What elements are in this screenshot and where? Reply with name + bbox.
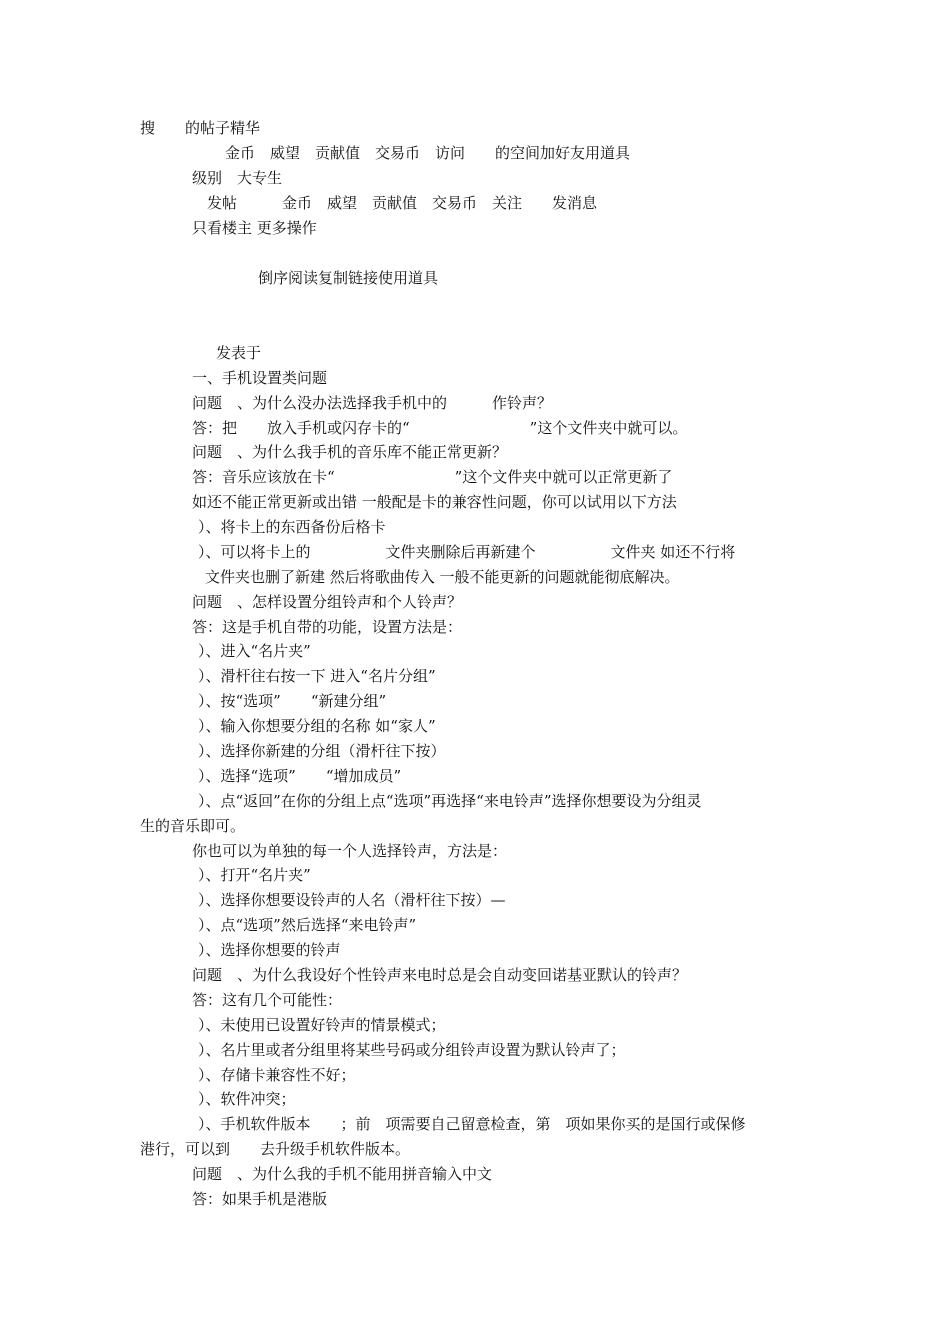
thread-tools-row: 倒序阅读复制链接使用道具 — [258, 269, 439, 287]
thread-options-row: 只看楼主 更多操作 — [192, 219, 317, 237]
answer-5: 答：如果手机是港版 — [192, 1190, 328, 1208]
answer-4-reason-5: ）、手机软件版本 ；前 项需要自己留意检查，第 项如果你买的是国行或保修 — [198, 1115, 746, 1133]
answer-3-step-7-cont: 生的音乐即可。 — [140, 817, 246, 835]
answer-2: 答：音乐应该放在卡“ ”这个文件夹中就可以正常更新了 — [192, 468, 673, 486]
question-5: 问题 、为什么我的手机不能用拼音输入中文 — [192, 1165, 493, 1183]
answer-2-note: 如还不能正常更新或出错 一般配是卡的兼容性问题，你可以试用以下方法 — [192, 493, 677, 511]
question-2: 问题 、为什么我手机的音乐库不能正常更新？ — [192, 443, 508, 461]
answer-3: 答：这是手机自带的功能，设置方法是： — [192, 618, 463, 636]
question-3: 问题 、怎样设置分组铃声和个人铃声？ — [192, 593, 463, 611]
forum-search-title: 搜 的帖子精华 — [140, 119, 261, 137]
answer-3-step-4: ）、输入你想要分组的名称 如“家人” — [198, 717, 436, 735]
answer-3-alt-step-1: ）、打开“名片夹” — [198, 866, 311, 884]
answer-2-step-2-cont: 文件夹也删了新建 然后将歌曲传入 一般不能更新的问题就能彻底解决。 — [205, 568, 680, 586]
posted-at-label: 发表于 — [216, 344, 262, 362]
answer-3-step-7: ）、点“返回”在你的分组上点“选项”再选择“来电铃声”选择你想要设为分组灵 — [198, 792, 702, 810]
user-level-row: 级别 大专生 — [192, 169, 283, 187]
answer-3-step-2: ）、滑杆往右按一下 进入“名片分组” — [198, 667, 436, 685]
answer-3-alt-step-2: ）、选择你想要设铃声的人名（滑杆往下按）— — [198, 891, 506, 909]
answer-3-alt-step-4: ）、选择你想要的铃声 — [198, 941, 341, 959]
user-stats-row: 金币 威望 贡献值 交易币 访问 的空间加好友用道具 — [225, 144, 631, 162]
post-stats-row: 发帖 金币 威望 贡献值 交易币 关注 发消息 — [207, 194, 598, 212]
answer-3-alt: 你也可以为单独的每一个人选择铃声，方法是： — [192, 842, 508, 860]
answer-3-step-1: ）、进入“名片夹” — [198, 642, 311, 660]
answer-2-step-2: ）、可以将卡上的 文件夹删除后再新建个 文件夹 如还不行将 — [198, 543, 736, 561]
answer-4-reason-2: ）、名片里或者分组里将某些号码或分组铃声设置为默认铃声了； — [198, 1041, 626, 1059]
question-4: 问题 、为什么我设好个性铃声来电时总是会自动变回诺基亚默认的铃声？ — [192, 966, 688, 984]
answer-4-reason-4: ）、软件冲突； — [198, 1090, 296, 1108]
answer-3-step-3: ）、按“选项” “新建分组” — [198, 692, 387, 710]
answer-3-step-6: ）、选择“选项” “增加成员” — [198, 767, 402, 785]
section-heading: 一、手机设置类问题 — [192, 369, 328, 387]
answer-2-step-1: ）、将卡上的东西备份后格卡 — [198, 518, 386, 536]
answer-4-reason-1: ）、未使用已设置好铃声的情景模式； — [198, 1016, 446, 1034]
answer-4-reason-5-cont: 港行，可以到 去升级手机软件版本。 — [140, 1140, 411, 1158]
answer-1: 答：把 放入手机或闪存卡的“ ”这个文件夹中就可以。 — [192, 419, 688, 437]
answer-3-step-5: ）、选择你新建的分组（滑杆往下按） — [198, 742, 446, 760]
answer-4: 答：这有几个可能性： — [192, 991, 343, 1009]
answer-3-alt-step-3: ）、点“选项”然后选择“来电铃声” — [198, 916, 417, 934]
question-1: 问题 、为什么没办法选择我手机中的 作铃声？ — [192, 394, 553, 412]
answer-4-reason-3: ）、存储卡兼容性不好； — [198, 1066, 356, 1084]
